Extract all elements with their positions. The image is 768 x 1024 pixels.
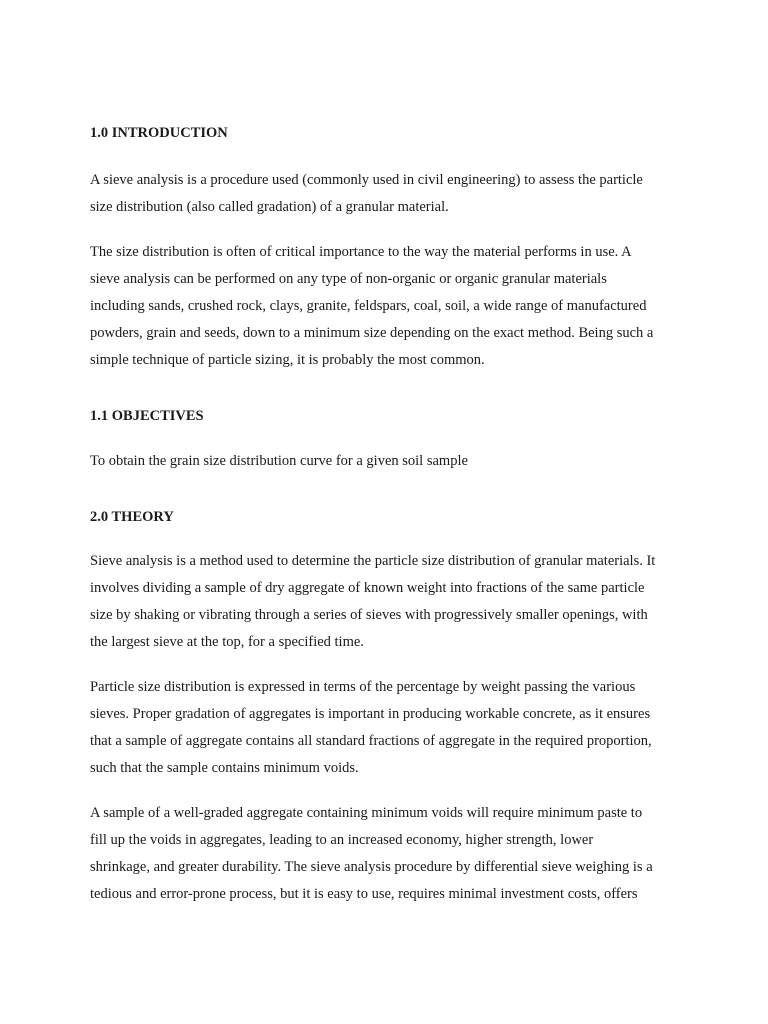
text-line: that a sample of aggregate contains all standard fractions of aggregate in the required proportion, [90, 733, 652, 749]
section-heading-introduction: 1.0 INTRODUCTION [90, 125, 228, 141]
introduction-paragraph-2 [90, 239, 690, 374]
text-line: powders, grain and seeds, down to a minimum size depending on the exact method. Being such a [90, 325, 654, 341]
text-line: involves dividing a sample of dry aggregate of known weight into fractions of the same particle [90, 580, 645, 596]
text-line: size distribution (also called gradation) of a granular material. [90, 199, 449, 215]
text-line: sieves. Proper gradation of aggregates is important in producing workable concrete, as it ensures [90, 706, 651, 722]
section-heading-objectives: 1.1 OBJECTIVES [90, 408, 204, 424]
introduction-paragraph-1 [90, 167, 690, 221]
text-line: A sample of a well-graded aggregate containing minimum voids will require minimum paste to [90, 805, 643, 821]
theory-paragraph-3 [90, 800, 690, 908]
text-line: sieve analysis can be performed on any type of non-organic or organic granular materials [90, 271, 607, 287]
text-line: A sieve analysis is a procedure used (commonly used in civil engineering) to assess the particle [90, 172, 643, 188]
text-line: Particle size distribution is expressed in terms of the percentage by weight passing the various [90, 679, 636, 695]
text-line: shrinkage, and greater durability. The sieve analysis procedure by differential sieve weighing is a [90, 859, 653, 875]
text-line: such that the sample contains minimum voids. [90, 760, 359, 776]
text-line: the largest sieve at the top, for a specified time. [90, 634, 364, 650]
text-line: tedious and error-prone process, but it is easy to use, requires minimal investment costs, offers [90, 886, 638, 902]
objectives-paragraph [90, 448, 690, 475]
text-line: The size distribution is often of critical importance to the way the material performs in use. A [90, 244, 632, 260]
theory-paragraph-1 [90, 548, 690, 656]
text-line: fill up the voids in aggregates, leading to an increased economy, higher strength, lower [90, 832, 594, 848]
text-line: To obtain the grain size distribution curve for a given soil sample [90, 453, 468, 469]
text-line: Sieve analysis is a method used to determine the particle size distribution of granular materials. It [90, 553, 656, 569]
section-heading-theory: 2.0 THEORY [90, 509, 174, 525]
document-page [90, 122, 690, 908]
theory-paragraph-2 [90, 674, 690, 782]
text-line: size by shaking or vibrating through a series of sieves with progressively smaller openings, with [90, 607, 648, 623]
text-line: including sands, crushed rock, clays, granite, feldspars, coal, soil, a wide range of manufactured [90, 298, 647, 314]
text-line: simple technique of particle sizing, it is probably the most common. [90, 352, 485, 368]
